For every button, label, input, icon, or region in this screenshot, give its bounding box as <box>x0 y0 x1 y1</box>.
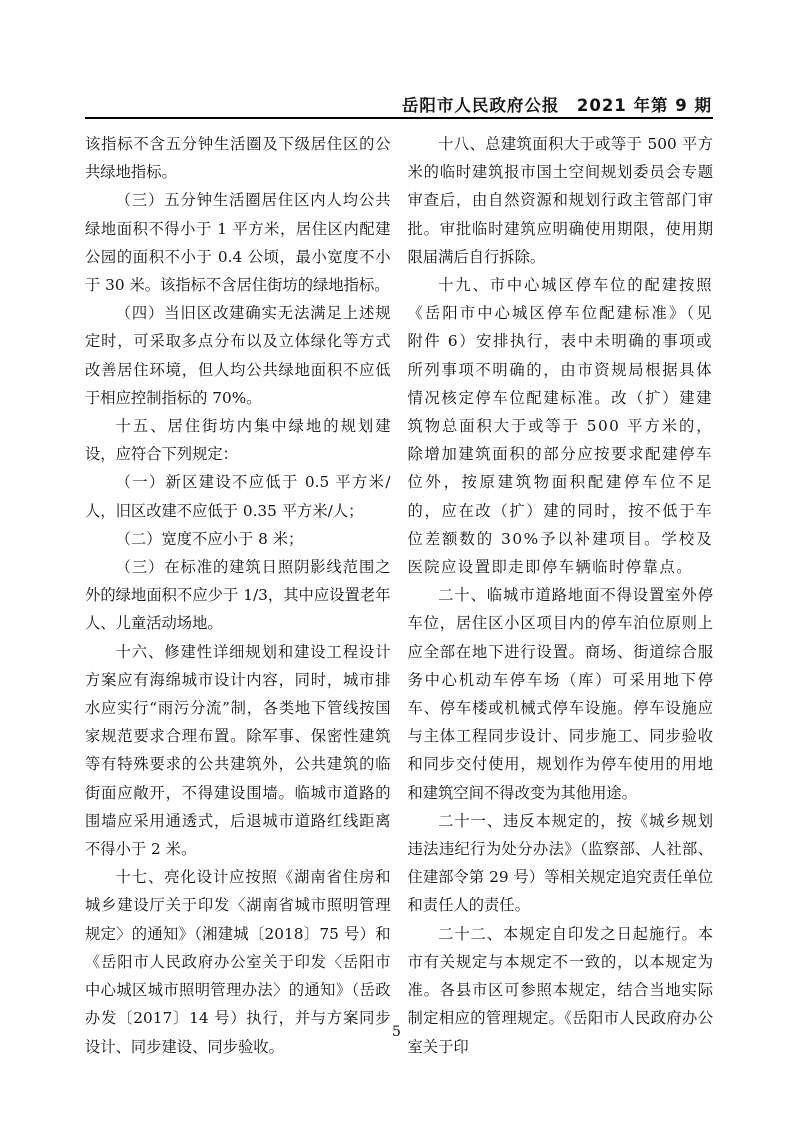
left-column <box>85 130 391 1061</box>
paragraph-article-17: 十七、亮化设计应按照《湖南省住房和城乡建设厅关于印发〈湖南省城市照明管理规定〉的通知》（湘建城〔2018〕75 号）和《岳阳市人民政府办公室关于印发〈岳阳市中心城区城市照明管理办法〉的通知》（岳政办发〔2017〕14 号）执行，并与方案同步设计、同步建设、同步验收。 <box>85 868 391 1056</box>
paragraph-article-16: 十六、修建性详细规划和建设工程设计方案应有海绵城市设计内容，同时，城市排水应实行“雨污分流”制，各类地下管线按国家规范要求合理布置。除军事、保密性建筑等有特殊要求的公共建筑外，公共建筑的临街面应敞开，不得建设围墙。临城市道路的围墙应采用通透式，后退城市道路红线距离不得小于 2 米。 <box>85 642 391 859</box>
paragraph-item-3b: （三）在标准的建筑日照阴影线范围之外的绿地面积不应少于 1/3，其中应设置老年人、儿童活动场地。 <box>85 558 391 633</box>
paragraph-continuation: 该指标不含五分钟生活圈及下级居住区的公共绿地指标。 <box>85 135 391 182</box>
header-rule <box>85 117 713 119</box>
paragraph-article-19: 十九、市中心城区停车位的配建按照《岳阳市中心城区停车位配建标准》（见附件 6）安排执行，表中未明确的事项或所列事项不明确的，由市资规局根据具体情况核定停车位配建标准。改（扩）建建筑物总面积大于或等于 500 平方米的，除增加建筑面积的部分应按要求配建停车位外，按原建筑物面积配建停车位不足的，应在改（扩）建的同时，按不低于车位差额数的 30%予以补建项目。学校及医院应设置即走即停车辆临时停靠点。 <box>407 276 713 577</box>
paragraph-item-3: （三）五分钟生活圈居住区内人均公共绿地面积不得小于 1 平方米，居住区内配建公园的面积不小于 0.4 公顷，最小宽度不小于 30 米。该指标不含居住街坊的绿地指标。 <box>85 191 391 295</box>
paragraph-item-1: （一）新区建设不应低于 0.5 平方米/人，旧区改建不应低于 0.35 平方米/人； <box>85 473 391 520</box>
header-title: 岳阳市人民政府公报 2021 年第 9 期 <box>401 96 712 115</box>
page-footer <box>0 1024 793 1040</box>
paragraph-item-4: （四）当旧区改建确实无法满足上述规定时，可采取多点分布以及立体绿化等方式改善居住环境，但人均公共绿地面积不应低于相应控制指标的 70%。 <box>85 304 391 407</box>
paragraph-article-21: 二十一、违反本规定的，按《城乡规划违法违纪行为处分办法》（监察部、人社部、住建部令第 29 号）等相关规定追究责任单位和责任人的责任。 <box>407 811 713 915</box>
right-column <box>408 130 714 1061</box>
paragraph-item-2: （二）宽度不应小于 8 米； <box>115 529 304 548</box>
paragraph-article-22: 二十二、本规定自印发之日起施行。本市有关规定与本规定不一致的，以本规定为准。各县市区可参照本规定，结合当地实际制定相应的管理规定。《岳阳市人民政府办公室关于印 <box>407 924 713 1056</box>
page-number: 5 <box>392 1024 401 1040</box>
paragraph-article-15: 十五、居住街坊内集中绿地的规划建设，应符合下列规定： <box>85 417 391 464</box>
page-header <box>85 92 712 116</box>
paragraph-article-18: 十八、总建筑面积大于或等于 500 平方米的临时建筑报市国土空间规划委员会专题审查后，由自然资源和规划行政主管部门审批。审批临时建筑应明确使用期限，使用期限届满后自行拆除。 <box>407 135 713 266</box>
paragraph-article-20: 二十、临城市道路地面不得设置室外停车位，居住区小区项目内的停车泊位原则上应全部在地下进行设置。商场、街道综合服务中心机动车停车场（库）可采用地下停车、停车楼或机械式停车设施。停车设施应与主体工程同步设计、同步施工、同步验收和同步交付使用，规划作为停车使用的用地和建筑空间不得改变为其他用途。 <box>407 586 713 802</box>
content-columns <box>85 130 713 1061</box>
